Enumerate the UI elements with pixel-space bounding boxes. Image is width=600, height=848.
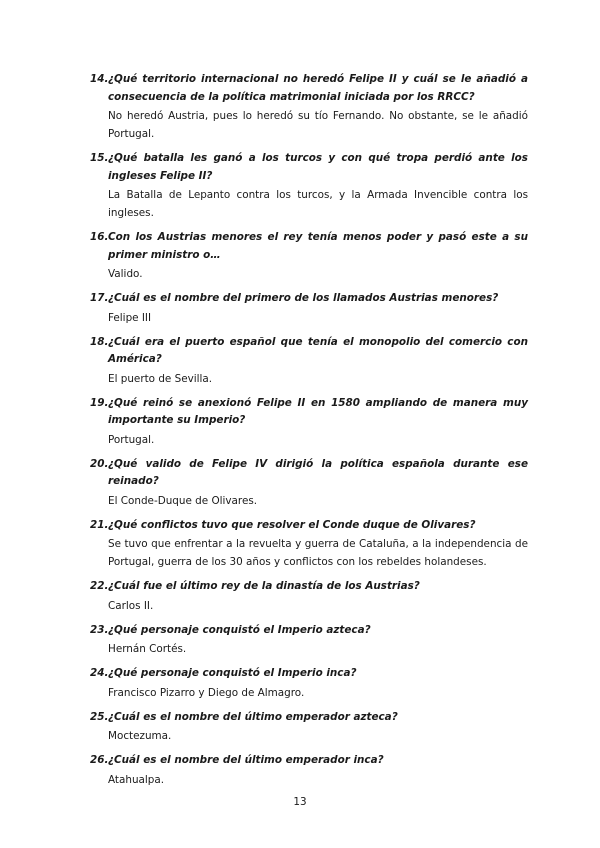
question-item-19 — [90, 395, 528, 449]
answer-text: No heredó Austria, pues lo heredó su tío Fernando. No obstante, se le añadió Portugal. — [108, 110, 528, 140]
page-number: 13 — [293, 796, 307, 808]
question-number: 18. — [90, 335, 109, 348]
question-number: 20. — [90, 457, 109, 470]
question-text: ¿Cuál es el nombre del último emperador inca? — [108, 754, 384, 766]
question-text: ¿Qué personaje conquistó el Imperio azteca? — [108, 623, 371, 636]
question-text: ¿Cuál es el nombre del último emperador azteca? — [108, 710, 398, 723]
question-item-18 — [90, 334, 528, 388]
question-item-15 — [90, 150, 528, 222]
question-number: 22. — [90, 580, 109, 592]
answer-text: Hernán Cortés. — [108, 643, 187, 655]
answer-text: El Conde-Duque de Olivares. — [108, 494, 258, 507]
answer-text: La Batalla de Lepanto contra los turcos, y la Armada Invencible contra los ingleses. — [108, 189, 528, 219]
question-text: Con los Austrias menores el rey tenía menos poder y pasó este a su primer ministro o… — [108, 231, 528, 261]
answer-text: El puerto de Sevilla. — [108, 372, 213, 385]
question-item-22 — [90, 578, 528, 615]
answer-text: Francisco Pizarro y Diego de Almagro. — [108, 686, 305, 699]
question-text: ¿Qué conflictos tuvo que resolver el Conde duque de Olivares? — [108, 518, 476, 531]
question-number: 24. — [90, 667, 109, 679]
answer-text: Se tuvo que enfrentar a la revuelta y guerra de Cataluña, a la independencia de Portugal, guerra de los 30 años y conflictos con los rebeldes holandeses. — [108, 538, 528, 568]
question-text: ¿Qué reinó se anexionó Felipe II en 1580 ampliando de manera muy importante su Imperio? — [108, 396, 528, 426]
question-item-26 — [90, 752, 528, 789]
question-item-14 — [90, 71, 528, 143]
question-number: 23. — [90, 623, 109, 636]
question-number: 21. — [90, 518, 109, 531]
answer-text: Atahualpa. — [108, 773, 165, 786]
question-number: 16. — [90, 231, 109, 243]
answer-text: Valido. — [108, 268, 143, 280]
question-list — [90, 71, 528, 796]
question-number: 17. — [90, 292, 109, 304]
question-item-20 — [90, 456, 528, 510]
question-number: 26. — [90, 754, 109, 766]
answer-text: Portugal. — [108, 433, 155, 446]
question-text: ¿Qué valido de Felipe IV dirigió la política española durante ese reinado? — [108, 457, 528, 487]
question-item-23 — [90, 622, 528, 659]
question-item-16 — [90, 229, 528, 283]
answer-text: Carlos II. — [108, 599, 154, 612]
question-number: 25. — [90, 710, 109, 723]
question-text: ¿Cuál fue el último rey de la dinastía de los Austrias? — [108, 580, 420, 592]
question-text: ¿Cuál es el nombre del primero de los llamados Austrias menores? — [108, 292, 499, 304]
answer-text: Felipe III — [108, 311, 152, 324]
answer-text: Moctezuma. — [108, 730, 172, 742]
question-text: ¿Qué personaje conquistó el Imperio inca? — [108, 667, 357, 679]
question-number: 15. — [90, 152, 109, 164]
question-number: 19. — [90, 396, 109, 409]
question-item-25 — [90, 709, 528, 746]
question-text: ¿Qué territorio internacional no heredó Felipe II y cuál se le añadió a consecuencia de la política matrimonial iniciada por los RRCC? — [108, 73, 528, 103]
question-item-24 — [90, 665, 528, 702]
question-text: ¿Qué batalla les ganó a los turcos y con qué tropa perdió ante los ingleses Felipe II? — [108, 152, 528, 182]
question-item-17 — [90, 290, 528, 327]
question-item-21 — [90, 517, 528, 572]
question-number: 14. — [90, 73, 109, 85]
question-text: ¿Cuál era el puerto español que tenía el monopolio del comercio con América? — [108, 335, 528, 365]
